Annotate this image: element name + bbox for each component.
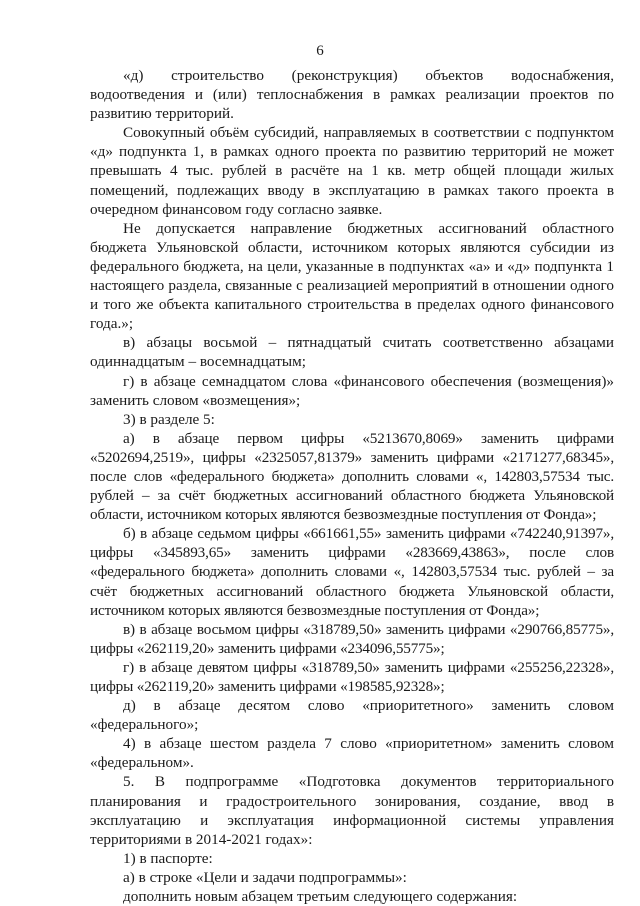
paragraph-item-a: а) в абзаце первом цифры «5213670,8069» заменить цифрами «5202694,2519», цифры «2325057,81379» заменить цифрами «2171277,68345», после слов «федерального бюджета» дополнить словами «, 142803,57534 тыс. рублей – за счёт бюджетных ассигнований областного бюджета Ульяновской области, источником которых являются безвозмездные поступления от Фонда»; xyxy=(90,429,614,524)
paragraph-item-v: в) абзацы восьмой – пятнадцатый считать соответственно абзацами одиннадцатым – восемнадцатым; xyxy=(90,334,614,371)
paragraph-item-g2: г) в абзаце девятом цифры «318789,50» заменить цифрами «255256,22328», цифры «262119,20» заменить цифрами «198585,92328»; xyxy=(90,658,614,695)
page-number: 6 xyxy=(316,43,324,59)
paragraph-item-b: б) в абзаце седьмом цифры «661661,55» заменить цифрами «742240,91397», цифры «345893,65» заменить цифрами «283669,43863», после слов «федерального бюджета» дополнить словами «, 142803,57534 тыс. рублей – за счёт бюджетных ассигнований областного бюджета Ульяновской области, источником которых являются безвозмездные поступления от Фонда»; xyxy=(90,525,614,619)
document-body xyxy=(90,66,614,906)
paragraph-item-g: г) в абзаце семнадцатом слова «финансового обеспечения (возмещения)» заменить словом «возмещения»; xyxy=(90,372,614,409)
paragraph-add-abzac: дополнить новым абзацем третьим следующего содержания: xyxy=(123,888,518,906)
paragraph-section-7: 4) в абзаце шестом раздела 7 слово «приоритетном» заменить словом «федеральном». xyxy=(90,735,614,772)
paragraph-item-d: д) в абзаце десятом слово «приоритетного» заменить словом «федерального»; xyxy=(90,697,614,734)
paragraph-subsidy-volume: Совокупный объём субсидий, направляемых в соответствии с подпунктом «д» подпункта 1, в рамках одного проекта по развитию территорий не может превышать 4 тыс. рублей в расчёте на 1 кв. метр общей площади жилых помещений, подлежащих вводу в эксплуатацию в рамках такого проекта в очередном финансовом году согласно заявке. xyxy=(90,124,614,218)
paragraph-goals-row: а) в строке «Цели и задачи подпрограммы»: xyxy=(123,868,407,886)
paragraph-d-construction: «д) строительство (реконструкция) объектов водоснабжения, водоотведения и (или) теплоснабжения в рамках реализации проектов по развитию территорий. xyxy=(90,67,614,123)
paragraph-passport: 1) в паспорте: xyxy=(123,849,213,867)
paragraph-section-5: 3) в разделе 5: xyxy=(123,410,215,428)
paragraph-subprogram: 5. В подпрограмме «Подготовка документов территориального планирования и градостроительного зонирования, создание, ввод в эксплуатацию и эксплуатация информационной системы управления территориями в 2014-2021 годах»: xyxy=(90,773,614,848)
paragraph-item-v2: в) в абзаце восьмом цифры «318789,50» заменить цифрами «290766,85775», цифры «262119,20» заменить цифрами «234096,55775»; xyxy=(90,620,614,657)
paragraph-budget-restriction: Не допускается направление бюджетных ассигнований областного бюджета Ульяновской области, источником которых являются субсидии из федерального бюджета, на цели, указанные в подпунктах «а» и «д» подпункта 1 настоящего раздела, связанные с реализацией мероприятий в отношении одного и того же объекта капитального строительства в пределах одного финансового года.»; xyxy=(90,219,614,333)
